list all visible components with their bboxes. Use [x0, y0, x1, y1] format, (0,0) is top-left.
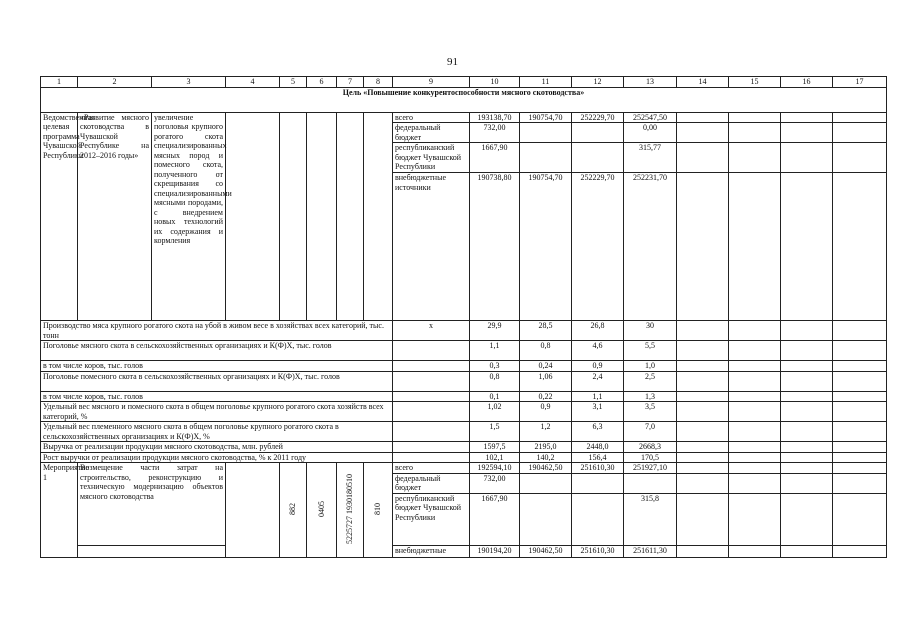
- value-cell: 252231,70: [624, 173, 677, 321]
- value-cell: 0,1: [470, 391, 520, 402]
- value-cell: 251927,10: [624, 463, 677, 474]
- value-cell: [572, 123, 624, 143]
- value-cell: 251610,30: [572, 463, 624, 474]
- code-value: 810: [373, 502, 383, 515]
- value-cell: 251610,30: [572, 545, 624, 557]
- column-number: 9: [393, 77, 470, 88]
- value-cell: 3,5: [624, 402, 677, 422]
- value-cell: 2668,3: [624, 442, 677, 453]
- empty-cell: [833, 123, 887, 143]
- empty-cell: [833, 422, 887, 442]
- value-cell: 192594,10: [470, 463, 520, 474]
- empty-cell: [833, 391, 887, 402]
- value-cell: 2,4: [572, 371, 624, 391]
- value-cell: 190462,50: [520, 463, 572, 474]
- empty-cell: [781, 371, 833, 391]
- empty-cell: [781, 402, 833, 422]
- value-cell: 0,24: [520, 361, 572, 372]
- empty-cell: [729, 391, 781, 402]
- program-name: «Развитие мясного скотоводства в Чувашской Республике на 2012–2016 годы»: [78, 112, 152, 321]
- indicator-label: Производство мяса крупного рогатого скота на убой в живом весе в хозяйствах всех категорий, тыс. тонн: [41, 321, 393, 341]
- empty-cell: [833, 493, 887, 545]
- empty-cell: [677, 371, 729, 391]
- empty-cell: [729, 442, 781, 453]
- column-number: 13: [624, 77, 677, 88]
- value-cell: 28,5: [520, 321, 572, 341]
- column-number: 3: [152, 77, 226, 88]
- indicator-row: [41, 442, 887, 453]
- value-cell: [520, 493, 572, 545]
- program-measure: увеличение поголовья крупного рогатого скота специализированных мясных пород и помесного скота, полученного от скрещивания со специализированными мясными породами, с внедрением новых технологий их содержания и кормления: [152, 112, 226, 321]
- value-cell: 315,77: [624, 143, 677, 173]
- indicator-row: [41, 321, 887, 341]
- empty-cell: [364, 112, 393, 321]
- value-cell: 170,5: [624, 452, 677, 463]
- value-cell: 1,0: [624, 361, 677, 372]
- value-cell: 0,00: [624, 123, 677, 143]
- value-cell: 156,4: [572, 452, 624, 463]
- value-cell: 190754,70: [520, 112, 572, 123]
- empty-cell: [833, 112, 887, 123]
- indicator-row: [41, 341, 887, 361]
- empty-cell: [677, 402, 729, 422]
- goal-title: Цель «Повышение конкурентоспособности мясного скотоводства»: [41, 87, 887, 112]
- empty-cell: [833, 545, 887, 557]
- value-cell: 251611,30: [624, 545, 677, 557]
- funding-source: внебюджетные: [393, 545, 470, 557]
- indicator-mark: [393, 391, 470, 402]
- value-cell: [572, 143, 624, 173]
- column-number: 10: [470, 77, 520, 88]
- column-number: 2: [78, 77, 152, 88]
- indicator-row: [41, 422, 887, 442]
- value-cell: 4,6: [572, 341, 624, 361]
- value-cell: 252229,70: [572, 112, 624, 123]
- empty-cell: [781, 391, 833, 402]
- empty-cell: [677, 473, 729, 493]
- funding-source: всего: [393, 112, 470, 123]
- value-cell: 1,3: [624, 391, 677, 402]
- indicator-mark: [393, 442, 470, 453]
- indicator-mark: [393, 341, 470, 361]
- empty-cell: [729, 173, 781, 321]
- empty-cell: [729, 143, 781, 173]
- empty-cell: [833, 143, 887, 173]
- empty-cell: [677, 452, 729, 463]
- code-cell: [280, 463, 307, 558]
- value-cell: 252229,70: [572, 173, 624, 321]
- program-responsible: Ведомственная целевая программа Чувашской Республики: [41, 112, 78, 321]
- empty-cell: [78, 545, 226, 557]
- value-cell: 190754,70: [520, 173, 572, 321]
- value-cell: [520, 123, 572, 143]
- activity-row: [41, 545, 887, 557]
- empty-cell: [781, 173, 833, 321]
- indicator-row: [41, 402, 887, 422]
- code-value: 882: [288, 502, 298, 515]
- indicator-mark: х: [393, 321, 470, 341]
- empty-cell: [781, 463, 833, 474]
- program-table: [40, 76, 887, 558]
- activity-name: Возмещение части затрат на строительство, реконструкцию и техническую модернизацию объектов мясного скотоводства: [78, 463, 226, 546]
- empty-cell: [833, 452, 887, 463]
- value-cell: 0,9: [520, 402, 572, 422]
- empty-cell: [729, 402, 781, 422]
- value-cell: 0,22: [520, 391, 572, 402]
- value-cell: 315,8: [624, 493, 677, 545]
- empty-cell: [729, 123, 781, 143]
- value-cell: 26,8: [572, 321, 624, 341]
- value-cell: 193138,70: [470, 112, 520, 123]
- indicator-mark: [393, 422, 470, 442]
- empty-cell: [677, 442, 729, 453]
- indicator-label: Поголовье помесного скота в сельскохозяйственных организациях и К(Ф)Х, тыс. голов: [41, 371, 393, 391]
- indicator-label: Выручка от реализации продукции мясного скотоводства, млн. рублей: [41, 442, 393, 453]
- column-number: 16: [781, 77, 833, 88]
- empty-cell: [781, 442, 833, 453]
- value-cell: 2,5: [624, 371, 677, 391]
- empty-cell: [833, 463, 887, 474]
- value-cell: 102,1: [470, 452, 520, 463]
- empty-cell: [729, 473, 781, 493]
- column-number: 14: [677, 77, 729, 88]
- empty-cell: [677, 173, 729, 321]
- empty-cell: [677, 493, 729, 545]
- value-cell: [624, 473, 677, 493]
- value-cell: 1667,90: [470, 143, 520, 173]
- empty-cell: [781, 123, 833, 143]
- indicator-row: [41, 371, 887, 391]
- value-cell: [520, 143, 572, 173]
- value-cell: 1,1: [470, 341, 520, 361]
- value-cell: 29,9: [470, 321, 520, 341]
- activity-label: Мероприятие 1: [41, 463, 78, 558]
- indicator-label: Удельный вес племенного мясного скота в общем поголовье крупного рогатого скота в сельскохозяйственных организациях и К(Ф)Х, %: [41, 422, 393, 442]
- value-cell: 1667,90: [470, 493, 520, 545]
- value-cell: 140,2: [520, 452, 572, 463]
- value-cell: 732,00: [470, 123, 520, 143]
- empty-cell: [781, 473, 833, 493]
- empty-cell: [677, 321, 729, 341]
- funding-source: республиканский бюджет Чувашской Республики: [393, 493, 470, 545]
- empty-cell: [677, 422, 729, 442]
- empty-cell: [781, 143, 833, 173]
- empty-cell: [677, 391, 729, 402]
- funding-source: федеральный бюджет: [393, 473, 470, 493]
- indicator-label: Рост выручки от реализации продукции мясного скотоводства, % к 2011 году: [41, 452, 393, 463]
- value-cell: [520, 473, 572, 493]
- value-cell: 190738,80: [470, 173, 520, 321]
- indicator-mark: [393, 402, 470, 422]
- empty-cell: [729, 112, 781, 123]
- program-row: [41, 112, 887, 123]
- value-cell: 190462,50: [520, 545, 572, 557]
- value-cell: 30: [624, 321, 677, 341]
- value-cell: 1,02: [470, 402, 520, 422]
- empty-cell: [833, 321, 887, 341]
- indicator-label: Удельный вес мясного и помесного скота в общем поголовье крупного рогатого скота хозяйств всех категорий, %: [41, 402, 393, 422]
- value-cell: 252547,50: [624, 112, 677, 123]
- empty-cell: [781, 452, 833, 463]
- column-number: 4: [226, 77, 280, 88]
- empty-cell: [677, 361, 729, 372]
- column-number: 6: [307, 77, 337, 88]
- funding-source: всего: [393, 463, 470, 474]
- empty-cell: [729, 422, 781, 442]
- empty-cell: [729, 341, 781, 361]
- value-cell: 1,5: [470, 422, 520, 442]
- funding-source: внебюджетные источники: [393, 173, 470, 321]
- empty-cell: [226, 112, 280, 321]
- column-number: 17: [833, 77, 887, 88]
- empty-cell: [833, 371, 887, 391]
- value-cell: 6,3: [572, 422, 624, 442]
- empty-cell: [781, 361, 833, 372]
- value-cell: 0,9: [572, 361, 624, 372]
- value-cell: 190194,20: [470, 545, 520, 557]
- empty-cell: [729, 452, 781, 463]
- value-cell: [572, 473, 624, 493]
- empty-cell: [729, 371, 781, 391]
- indicator-row: [41, 452, 887, 463]
- empty-cell: [729, 493, 781, 545]
- indicator-row: [41, 391, 887, 402]
- empty-cell: [677, 545, 729, 557]
- column-number: 1: [41, 77, 78, 88]
- code-cell: [307, 463, 337, 558]
- empty-cell: [781, 545, 833, 557]
- column-number: 8: [364, 77, 393, 88]
- value-cell: 732,00: [470, 473, 520, 493]
- code-value: 0405: [316, 500, 326, 517]
- empty-cell: [677, 463, 729, 474]
- activity-row: [41, 463, 887, 474]
- empty-cell: [729, 463, 781, 474]
- empty-cell: [781, 321, 833, 341]
- value-cell: 5,5: [624, 341, 677, 361]
- empty-cell: [677, 341, 729, 361]
- column-number: 12: [572, 77, 624, 88]
- column-number-row: [41, 77, 887, 88]
- code-value: 5225727 1930180510: [345, 473, 355, 544]
- empty-cell: [280, 112, 307, 321]
- empty-cell: [833, 402, 887, 422]
- value-cell: 2195,0: [520, 442, 572, 453]
- empty-cell: [677, 123, 729, 143]
- indicator-mark: [393, 452, 470, 463]
- empty-cell: [729, 545, 781, 557]
- empty-cell: [677, 143, 729, 173]
- empty-cell: [729, 321, 781, 341]
- empty-cell: [833, 173, 887, 321]
- empty-cell: [226, 463, 280, 558]
- value-cell: 1,1: [572, 391, 624, 402]
- empty-cell: [677, 112, 729, 123]
- goal-row: [41, 87, 887, 112]
- value-cell: 1,2: [520, 422, 572, 442]
- indicator-mark: [393, 371, 470, 391]
- code-cell: [364, 463, 393, 558]
- value-cell: 7,0: [624, 422, 677, 442]
- indicator-mark: [393, 361, 470, 372]
- value-cell: 0,8: [520, 341, 572, 361]
- value-cell: 2448,0: [572, 442, 624, 453]
- value-cell: [572, 493, 624, 545]
- empty-cell: [781, 341, 833, 361]
- value-cell: 0,8: [470, 371, 520, 391]
- funding-source: республиканский бюджет Чувашской Республики: [393, 143, 470, 173]
- value-cell: 1,06: [520, 371, 572, 391]
- value-cell: 3,1: [572, 402, 624, 422]
- indicator-label: в том числе коров, тыс. голов: [41, 391, 393, 402]
- column-number: 15: [729, 77, 781, 88]
- empty-cell: [833, 473, 887, 493]
- empty-cell: [781, 493, 833, 545]
- indicator-label: в том числе коров, тыс. голов: [41, 361, 393, 372]
- page-number: 91: [447, 56, 458, 68]
- empty-cell: [307, 112, 337, 321]
- funding-source: федеральный бюджет: [393, 123, 470, 143]
- empty-cell: [337, 112, 364, 321]
- column-number: 5: [280, 77, 307, 88]
- empty-cell: [781, 112, 833, 123]
- column-number: 7: [337, 77, 364, 88]
- indicator-row: [41, 361, 887, 372]
- empty-cell: [729, 361, 781, 372]
- value-cell: 0,3: [470, 361, 520, 372]
- code-cell: [337, 463, 364, 558]
- column-number: 11: [520, 77, 572, 88]
- empty-cell: [833, 361, 887, 372]
- empty-cell: [833, 442, 887, 453]
- value-cell: 1597,5: [470, 442, 520, 453]
- indicator-label: Поголовье мясного скота в сельскохозяйственных организациях и К(Ф)Х, тыс. голов: [41, 341, 393, 361]
- empty-cell: [833, 341, 887, 361]
- empty-cell: [781, 422, 833, 442]
